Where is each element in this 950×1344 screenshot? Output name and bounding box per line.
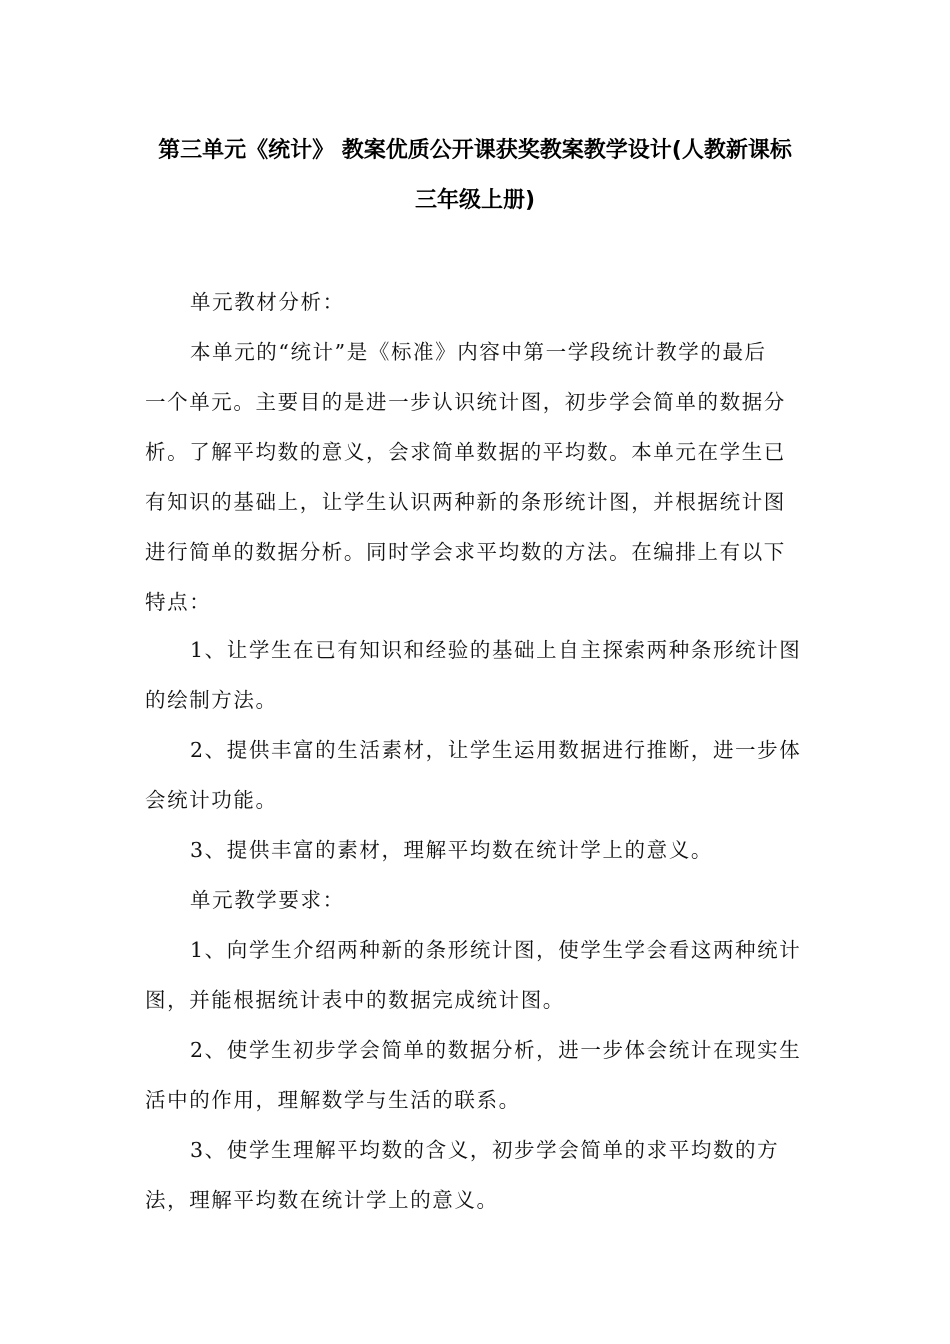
list-item-line: 1、向学生介绍两种新的条形统计图，使学生学会看这两种统计: [190, 938, 802, 962]
list-item-line: 活中的作用，理解数学与生活的联系。: [145, 1088, 521, 1112]
paragraph-line: 有知识的基础上，让学生认识两种新的条形统计图，并根据统计图: [145, 490, 786, 514]
list-item-line: 会统计功能。: [145, 788, 278, 812]
paragraph-line: 进行简单的数据分析。同时学会求平均数的方法。在编排上有以下: [145, 540, 786, 564]
list-item-line: 1、让学生在已有知识和经验的基础上自主探索两种条形统计图: [190, 638, 802, 662]
section-heading-requirements: 单元教学要求：: [190, 888, 345, 912]
paragraph-line: 析。了解平均数的意义，会求简单数据的平均数。本单元在学生已: [145, 440, 786, 464]
section-heading-analysis: 单元教材分析：: [190, 290, 345, 314]
list-item-line: 2、使学生初步学会简单的数据分析，进一步体会统计在现实生: [190, 1038, 802, 1062]
document-title-line-2: 三年级上册): [414, 188, 536, 213]
list-item-line: 3、使学生理解平均数的含义，初步学会简单的求平均数的方: [190, 1138, 780, 1162]
document-title-line-1: 第三单元《统计》 教案优质公开课获奖教案教学设计(人教新课标: [158, 138, 792, 163]
list-item-line: 2、提供丰富的生活素材，让学生运用数据进行推断，进一步体: [190, 738, 802, 762]
paragraph-line: 一个单元。主要目的是进一步认识统计图，初步学会简单的数据分: [145, 390, 786, 414]
list-item-line: 图，并能根据统计表中的数据完成统计图。: [145, 988, 565, 1012]
paragraph-line: 本单元的“统计”是《标准》内容中第一学段统计教学的最后: [190, 340, 767, 364]
list-item-line: 的绘制方法。: [145, 688, 278, 712]
list-item-line: 3、提供丰富的素材，理解平均数在统计学上的意义。: [190, 838, 713, 862]
paragraph-line: 特点：: [145, 590, 212, 614]
list-item-line: 法，理解平均数在统计学上的意义。: [145, 1188, 499, 1212]
